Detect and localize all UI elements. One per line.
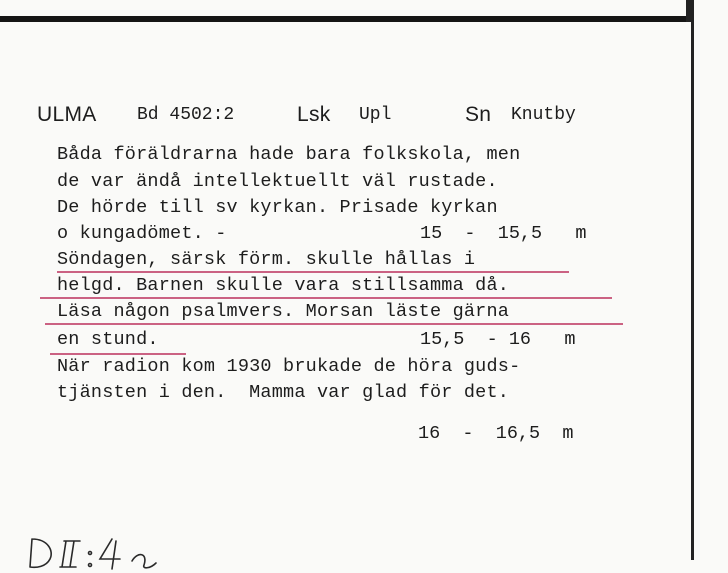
measurement-2: 15,5 - 16 m <box>420 329 576 350</box>
text-line-3: De hörde till sv kyrkan. Prisade kyrkan <box>57 197 498 218</box>
lsk-value: Upl <box>359 105 392 125</box>
underline-4 <box>50 353 186 355</box>
underline-2 <box>40 297 612 299</box>
underline-1 <box>57 271 569 273</box>
card-right-border <box>691 0 694 560</box>
text-line-10: tjänsten i den. Mamma var glad för det. <box>57 382 510 403</box>
text-line-4: o kungadömet. - <box>57 223 227 244</box>
measurement-1: 15 - 15,5 m <box>420 223 587 244</box>
text-line-9: När radion kom 1930 brukade de höra guds- <box>57 356 521 377</box>
text-line-7: Läsa någon psalmvers. Morsan läste gärna <box>57 301 510 322</box>
text-line-1: Båda föräldrarna hade bara folkskola, men <box>57 144 521 165</box>
signature-handwritten <box>26 533 196 573</box>
text-line-2: de var ändå intellektuellt väl rustade. <box>57 171 498 192</box>
card-header <box>37 103 637 133</box>
underline-3 <box>45 323 623 325</box>
text-line-6: helgd. Barnen skulle vara stillsamma då. <box>57 275 510 296</box>
text-line-8: en stund. <box>57 329 159 350</box>
sn-label: Sn <box>465 103 492 126</box>
sn-value: Knutby <box>511 105 576 125</box>
lsk-label: Lsk <box>297 103 331 126</box>
ulma-label: ULMA <box>37 103 97 126</box>
ulma-value: Bd 4502:2 <box>137 105 235 125</box>
measurement-3: 16 - 16,5 m <box>418 423 574 444</box>
text-line-5: Söndagen, särsk förm. skulle hållas i <box>57 249 476 270</box>
